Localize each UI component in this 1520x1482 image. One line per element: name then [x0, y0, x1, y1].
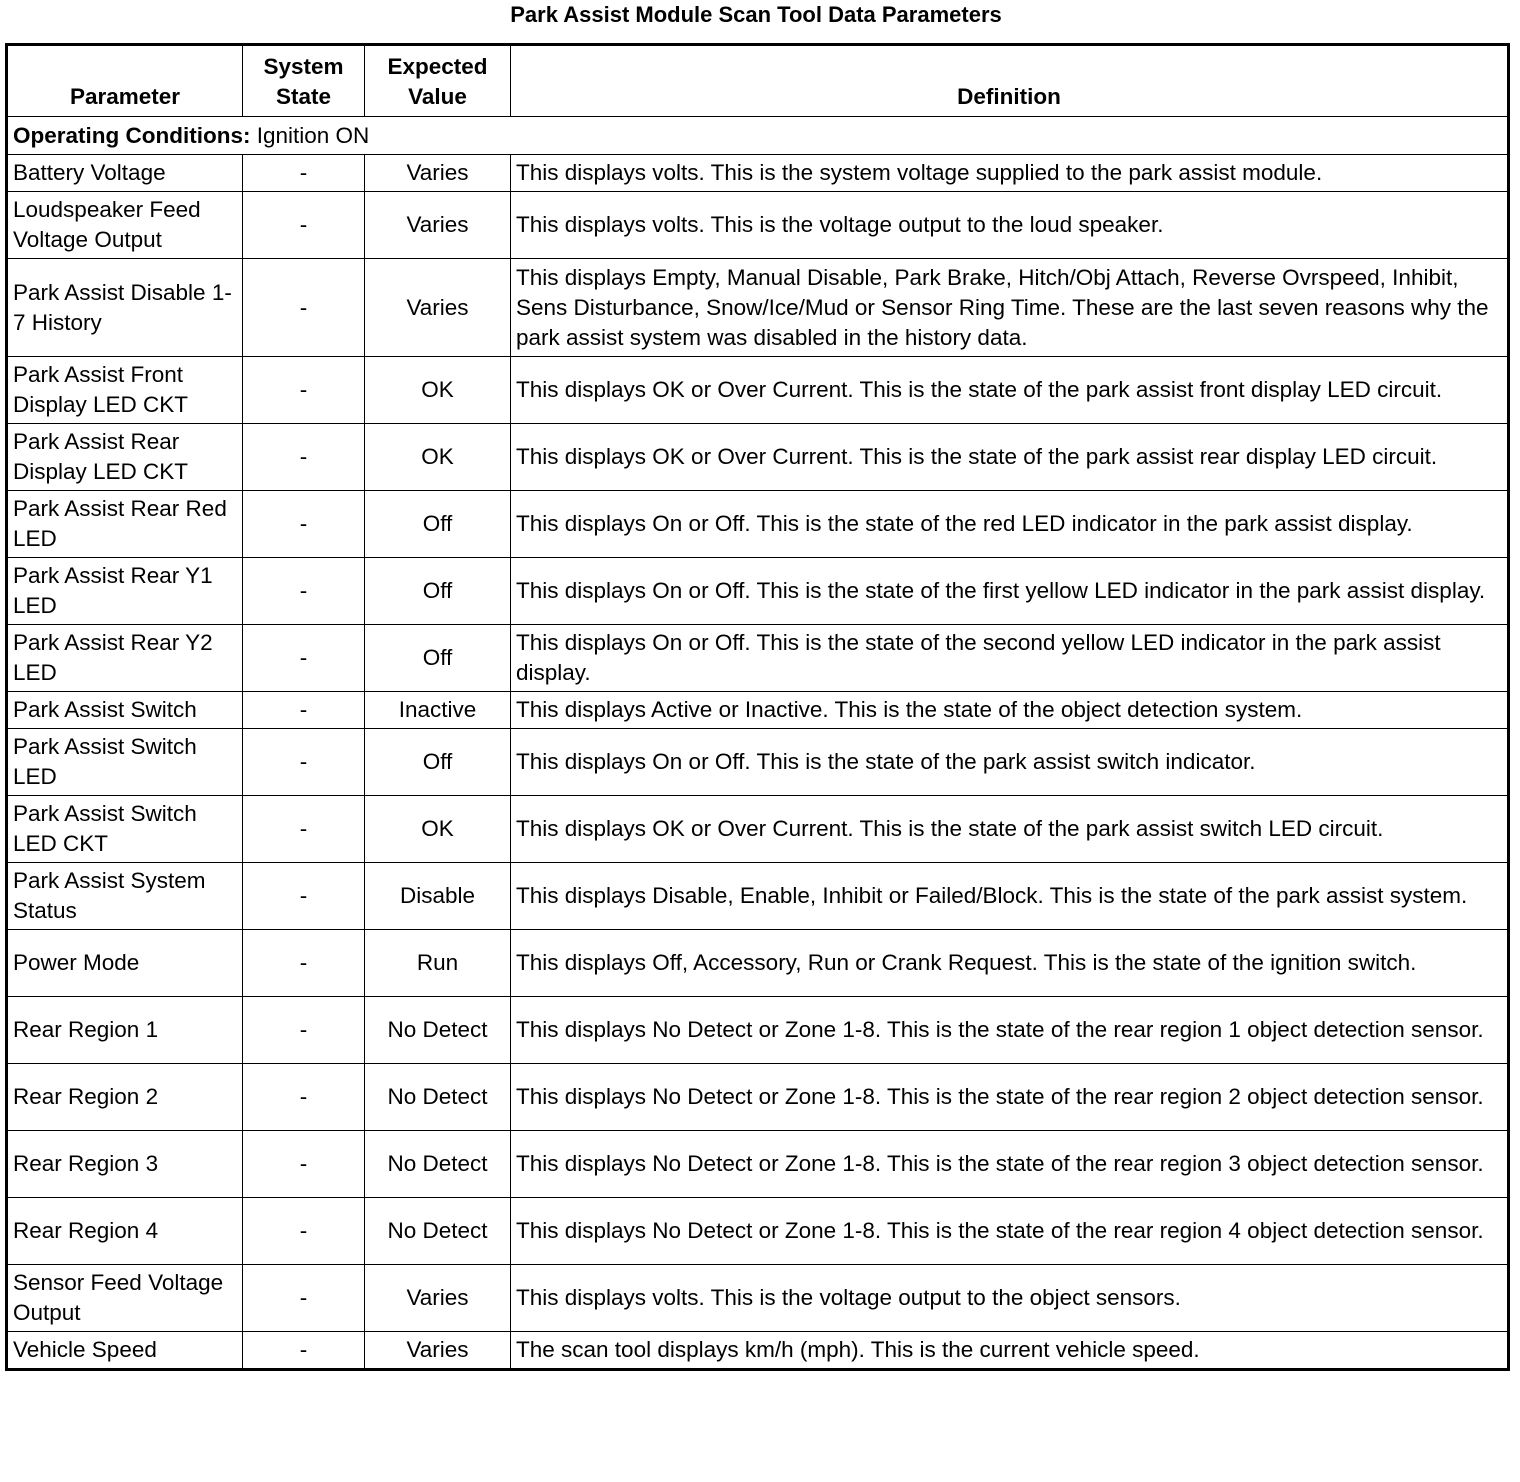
- table-row: [7, 930, 1509, 997]
- system-state-cell: -: [243, 1332, 365, 1370]
- expected-value-cell: Off: [365, 729, 511, 796]
- expected-value-cell: Varies: [365, 1332, 511, 1370]
- system-state-cell: -: [243, 930, 365, 997]
- definition-cell: This displays No Detect or Zone 1-8. This is the state of the rear region 1 object detection sensor.: [511, 997, 1509, 1064]
- system-state-cell: -: [243, 357, 365, 424]
- parameter-cell: Battery Voltage: [7, 155, 243, 192]
- expected-value-cell: Off: [365, 625, 511, 692]
- operating-conditions-cell: [7, 117, 1509, 155]
- operating-conditions-label: Operating Conditions:: [13, 122, 251, 148]
- definition-cell: This displays On or Off. This is the state of the second yellow LED indicator in the park assist display.: [511, 625, 1509, 692]
- system-state-cell: -: [243, 692, 365, 729]
- parameter-cell: Park Assist System Status: [7, 863, 243, 930]
- table-row: [7, 863, 1509, 930]
- scan-tool-data-table: [5, 43, 1510, 1371]
- header-system-state: System State: [243, 45, 365, 117]
- parameter-cell: Park Assist Switch: [7, 692, 243, 729]
- definition-cell: This displays No Detect or Zone 1-8. This is the state of the rear region 4 object detection sensor.: [511, 1198, 1509, 1265]
- system-state-cell: -: [243, 997, 365, 1064]
- system-state-cell: -: [243, 259, 365, 357]
- table-row: [7, 155, 1509, 192]
- table-row: [7, 796, 1509, 863]
- expected-value-cell: Run: [365, 930, 511, 997]
- system-state-cell: -: [243, 558, 365, 625]
- table-row: [7, 1131, 1509, 1198]
- parameter-cell: Park Assist Rear Y2 LED: [7, 625, 243, 692]
- system-state-cell: -: [243, 192, 365, 259]
- table-row: [7, 558, 1509, 625]
- expected-value-cell: OK: [365, 424, 511, 491]
- table-row: [7, 1198, 1509, 1265]
- parameter-cell: Park Assist Disable 1-7 History: [7, 259, 243, 357]
- system-state-cell: -: [243, 424, 365, 491]
- system-state-cell: -: [243, 155, 365, 192]
- parameter-cell: Rear Region 2: [7, 1064, 243, 1131]
- expected-value-cell: Varies: [365, 259, 511, 357]
- header-expected-value: Expected Value: [365, 45, 511, 117]
- parameter-cell: Power Mode: [7, 930, 243, 997]
- definition-cell: This displays volts. This is the voltage output to the object sensors.: [511, 1265, 1509, 1332]
- definition-cell: This displays Disable, Enable, Inhibit or Failed/Block. This is the state of the park assist system.: [511, 863, 1509, 930]
- parameter-cell: Park Assist Front Display LED CKT: [7, 357, 243, 424]
- table-row: [7, 1332, 1509, 1370]
- table-title: Park Assist Module Scan Tool Data Parameters: [510, 2, 1002, 27]
- definition-cell: This displays On or Off. This is the state of the park assist switch indicator.: [511, 729, 1509, 796]
- definition-cell: This displays OK or Over Current. This is the state of the park assist rear display LED circuit.: [511, 424, 1509, 491]
- expected-value-cell: OK: [365, 796, 511, 863]
- system-state-cell: -: [243, 625, 365, 692]
- parameter-cell: Park Assist Rear Red LED: [7, 491, 243, 558]
- expected-value-cell: Off: [365, 558, 511, 625]
- table-row: [7, 997, 1509, 1064]
- table-row: [7, 491, 1509, 558]
- table-row: [7, 692, 1509, 729]
- parameter-cell: Park Assist Switch LED: [7, 729, 243, 796]
- expected-value-cell: No Detect: [365, 1198, 511, 1265]
- system-state-cell: -: [243, 491, 365, 558]
- definition-cell: The scan tool displays km/h (mph). This is the current vehicle speed.: [511, 1332, 1509, 1370]
- expected-value-cell: No Detect: [365, 997, 511, 1064]
- system-state-cell: -: [243, 1131, 365, 1198]
- table-row: [7, 729, 1509, 796]
- system-state-cell: -: [243, 863, 365, 930]
- parameter-cell: Park Assist Rear Y1 LED: [7, 558, 243, 625]
- parameter-cell: Sensor Feed Voltage Output: [7, 1265, 243, 1332]
- definition-cell: This displays On or Off. This is the state of the red LED indicator in the park assist display.: [511, 491, 1509, 558]
- definition-cell: This displays Active or Inactive. This is the state of the object detection system.: [511, 692, 1509, 729]
- expected-value-cell: No Detect: [365, 1131, 511, 1198]
- definition-cell: This displays Off, Accessory, Run or Crank Request. This is the state of the ignition switch.: [511, 930, 1509, 997]
- table-row: [7, 259, 1509, 357]
- expected-value-cell: Varies: [365, 1265, 511, 1332]
- parameter-cell: Vehicle Speed: [7, 1332, 243, 1370]
- system-state-cell: -: [243, 1198, 365, 1265]
- table-row: [7, 1265, 1509, 1332]
- expected-value-cell: OK: [365, 357, 511, 424]
- table-row: [7, 625, 1509, 692]
- operating-conditions-row: [7, 117, 1509, 155]
- expected-value-cell: Disable: [365, 863, 511, 930]
- definition-cell: This displays volts. This is the system voltage supplied to the park assist module.: [511, 155, 1509, 192]
- expected-value-cell: Varies: [365, 192, 511, 259]
- system-state-cell: -: [243, 729, 365, 796]
- system-state-cell: -: [243, 1265, 365, 1332]
- table-row: [7, 192, 1509, 259]
- definition-cell: This displays No Detect or Zone 1-8. This is the state of the rear region 3 object detection sensor.: [511, 1131, 1509, 1198]
- operating-conditions-value: Ignition ON: [256, 122, 370, 148]
- table-row: [7, 424, 1509, 491]
- definition-cell: This displays On or Off. This is the state of the first yellow LED indicator in the park assist display.: [511, 558, 1509, 625]
- header-definition: Definition: [511, 45, 1509, 117]
- parameter-cell: Rear Region 3: [7, 1131, 243, 1198]
- header-parameter: Parameter: [7, 45, 243, 117]
- definition-cell: This displays Empty, Manual Disable, Park Brake, Hitch/Obj Attach, Reverse Ovrspeed, Inhibit, Sens Disturbance, Snow/Ice/Mud or Sensor Ring Time. These are the last seven reasons why the park assist system was disabled in the history data.: [511, 259, 1509, 357]
- parameter-cell: Park Assist Rear Display LED CKT: [7, 424, 243, 491]
- expected-value-cell: Off: [365, 491, 511, 558]
- definition-cell: This displays OK or Over Current. This is the state of the park assist front display LED circuit.: [511, 357, 1509, 424]
- parameter-cell: Rear Region 1: [7, 997, 243, 1064]
- definition-cell: This displays OK or Over Current. This is the state of the park assist switch LED circuit.: [511, 796, 1509, 863]
- expected-value-cell: Varies: [365, 155, 511, 192]
- definition-cell: This displays No Detect or Zone 1-8. This is the state of the rear region 2 object detection sensor.: [511, 1064, 1509, 1131]
- parameter-cell: Park Assist Switch LED CKT: [7, 796, 243, 863]
- expected-value-cell: No Detect: [365, 1064, 511, 1131]
- parameter-cell: Rear Region 4: [7, 1198, 243, 1265]
- expected-value-cell: Inactive: [365, 692, 511, 729]
- parameter-cell: Loudspeaker Feed Voltage Output: [7, 192, 243, 259]
- definition-cell: This displays volts. This is the voltage output to the loud speaker.: [511, 192, 1509, 259]
- system-state-cell: -: [243, 796, 365, 863]
- table-row: [7, 1064, 1509, 1131]
- system-state-cell: -: [243, 1064, 365, 1131]
- header-row: [7, 45, 1509, 117]
- table-row: [7, 357, 1509, 424]
